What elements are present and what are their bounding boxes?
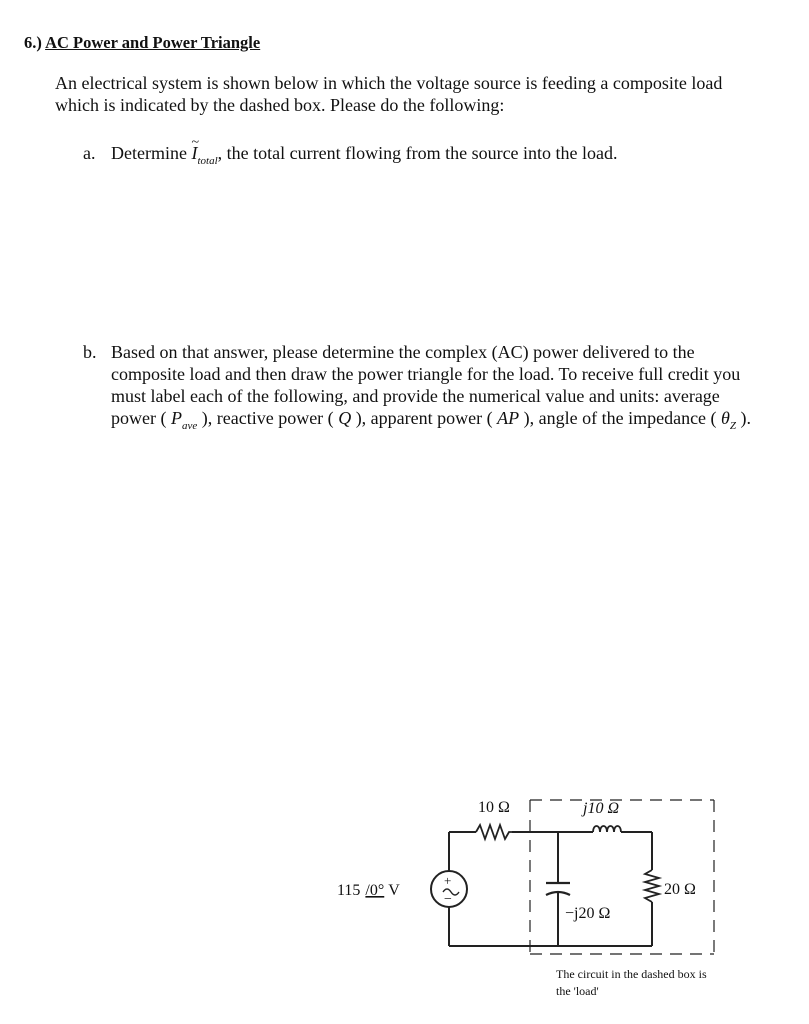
current-symbol: ~ I <box>191 142 197 164</box>
line4-text: ), reactive power ( <box>197 408 339 428</box>
problem-title: AC Power and Power Triangle <box>45 33 261 52</box>
r2-label: 20 Ω <box>664 881 696 898</box>
line4-text: ). <box>736 408 752 428</box>
caption-line-1: The circuit in the dashed box is <box>556 967 707 981</box>
intro-line-2: which is indicated by the dashed box. Please do the following: <box>55 95 505 115</box>
q-symbol: Q <box>338 408 352 428</box>
capacitor-label: −j20 Ω <box>565 905 611 922</box>
resistor-r1-icon <box>476 825 512 839</box>
part-a-rest: , the total current flowing from the source into the load. <box>217 143 618 163</box>
inductor-icon <box>593 826 621 832</box>
pave-symbol: P <box>170 408 182 428</box>
caption-line-2: the 'load' <box>556 984 599 998</box>
part-a-label: a. <box>83 143 96 163</box>
resistor-r2-icon <box>645 870 659 902</box>
problem-number: 6.) <box>24 33 42 52</box>
part-b-line-1: Based on that answer, please determine the complex (AC) power delivered to the <box>111 342 695 362</box>
ap-symbol: AP <box>497 408 520 428</box>
line4-text: ), angle of the impedance ( <box>519 408 722 428</box>
current-subscript: total <box>197 155 218 167</box>
intro-line-1: An electrical system is shown below in which the voltage source is feeding a composite load <box>55 73 723 93</box>
line4-text: ), apparent power ( <box>351 408 498 428</box>
part-b-line-3: must label each of the following, and provide the numerical value and units: average <box>111 386 720 406</box>
part-a-prefix: Determine <box>111 143 192 163</box>
svg-text:−: − <box>444 892 452 907</box>
pave-subscript: ave <box>181 420 198 432</box>
part-b-label: b. <box>83 342 97 362</box>
voltage-source-icon <box>431 871 467 907</box>
inductor-label: j10 Ω <box>583 800 620 817</box>
source-label: 115 /0° V <box>337 882 400 899</box>
line4-text: power ( <box>111 408 171 428</box>
r1-label: 10 Ω <box>478 799 510 816</box>
theta-symbol: θ <box>721 408 730 428</box>
theta-subscript: Z <box>729 420 737 432</box>
circuit-wires <box>449 832 652 946</box>
svg-text:+: + <box>444 873 452 888</box>
part-b-line-2: composite load and then draw the power triangle for the load. To receive full credit you <box>111 364 741 384</box>
